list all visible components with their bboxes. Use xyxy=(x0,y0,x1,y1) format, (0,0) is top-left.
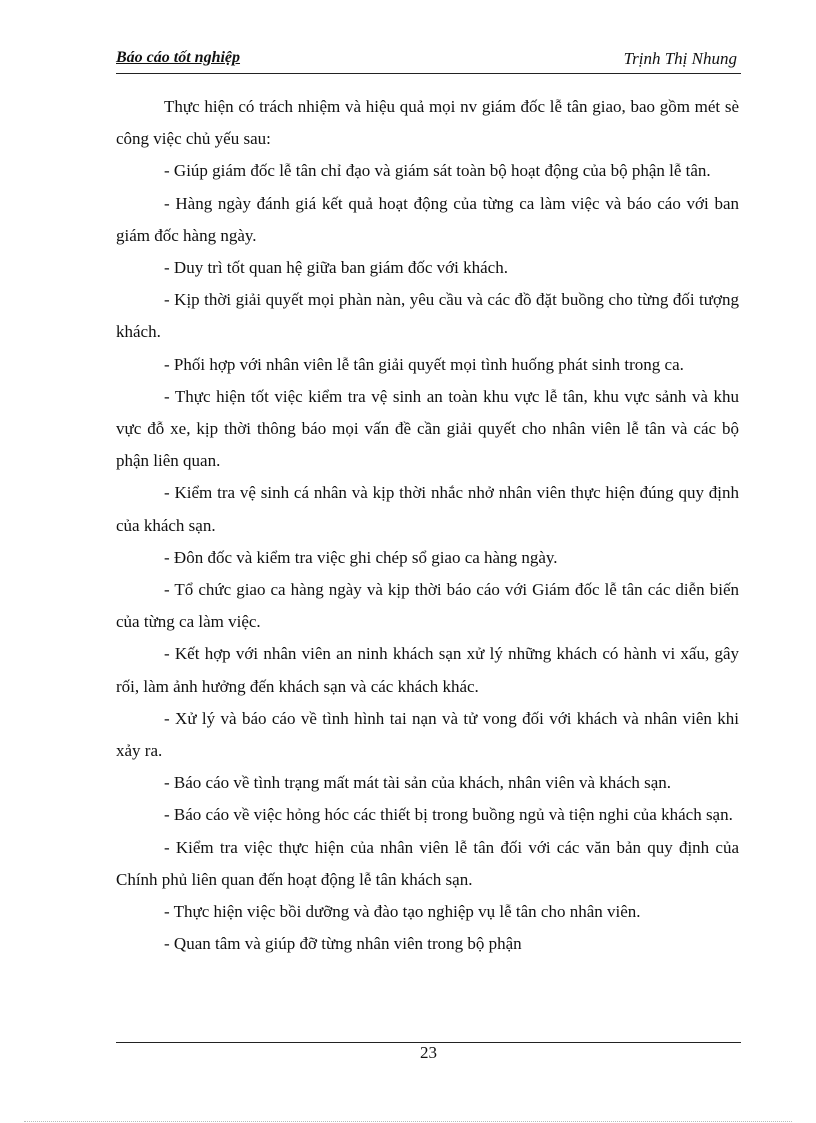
page-number: 23 xyxy=(420,1043,437,1062)
header-title: Báo cáo tốt nghiệp xyxy=(116,49,241,66)
paragraph: - Quan tâm và giúp đỡ từng nhân viên trong bộ phận xyxy=(164,934,522,954)
paragraph: - Xử lý và báo cáo về tình hình tai nạn và tử vong đối với khách và nhân viên khi xảy ra. xyxy=(116,708,739,761)
paragraph: - Thực hiện tốt việc kiểm tra vệ sinh an toàn khu vực lễ tân, khu vực sảnh và khu vực đỗ xe, kịp thời thông báo mọi vấn đề cần giải quyết cho nhân viên lễ tân và các bộ phận liên quan. xyxy=(116,386,739,471)
page-edge-divider xyxy=(24,1121,792,1122)
paragraph: - Duy trì tốt quan hệ giữa ban giám đốc với khách. xyxy=(164,258,508,278)
paragraph: - Tổ chức giao ca hàng ngày và kịp thời báo cáo với Giám đốc lễ tân các diễn biến của từng ca làm việc. xyxy=(116,580,739,632)
paragraph: - Phối hợp với nhân viên lễ tân giải quyết mọi tình huống phát sinh trong ca. xyxy=(164,354,684,374)
document-body xyxy=(116,91,739,960)
paragraph: - Hàng ngày đánh giá kết quả hoạt động của từng ca làm việc và báo cáo với ban giám đốc hàng ngày. xyxy=(116,193,739,245)
paragraph: - Thực hiện việc bồi dưỡng và đào tạo nghiệp vụ lễ tân cho nhân viên. xyxy=(164,902,641,922)
paragraph: - Báo cáo về việc hỏng hóc các thiết bị trong buồng ngủ và tiện nghi của khách sạn. xyxy=(164,805,733,825)
page-header xyxy=(116,44,741,74)
paragraph: - Kiểm tra vệ sinh cá nhân và kịp thời nhắc nhở nhân viên thực hiện đúng quy định của khách sạn. xyxy=(116,483,739,535)
paragraph: - Kiểm tra việc thực hiện của nhân viên lễ tân đối với các văn bản quy định của Chính phủ liên quan đến hoạt động lễ tân khách sạn. xyxy=(116,837,739,889)
paragraph: - Báo cáo về tình trạng mất mát tài sản của khách, nhân viên và khách sạn. xyxy=(164,773,671,793)
paragraph: Thực hiện có trách nhiệm và hiệu quả mọi nv giám đốc lễ tân giao, bao gồm mét sè công việc chủ yếu sau: xyxy=(116,97,739,149)
paragraph: - Kịp thời giải quyết mọi phàn nàn, yêu cầu và các đồ đặt buồng cho từng đối tượng khách. xyxy=(116,290,739,342)
header-author: Trịnh Thị Nhung xyxy=(623,49,737,68)
paragraph: - Kết hợp với nhân viên an ninh khách sạn xử lý những khách có hành vi xấu, gây rối, làm ảnh hưởng đến khách sạn và các khách khác. xyxy=(116,644,739,696)
paragraph: - Giúp giám đốc lễ tân chỉ đạo và giám sát toàn bộ hoạt động của bộ phận lễ tân. xyxy=(164,161,711,181)
paragraph: - Đôn đốc và kiểm tra việc ghi chép sổ giao ca hàng ngày. xyxy=(164,547,558,567)
